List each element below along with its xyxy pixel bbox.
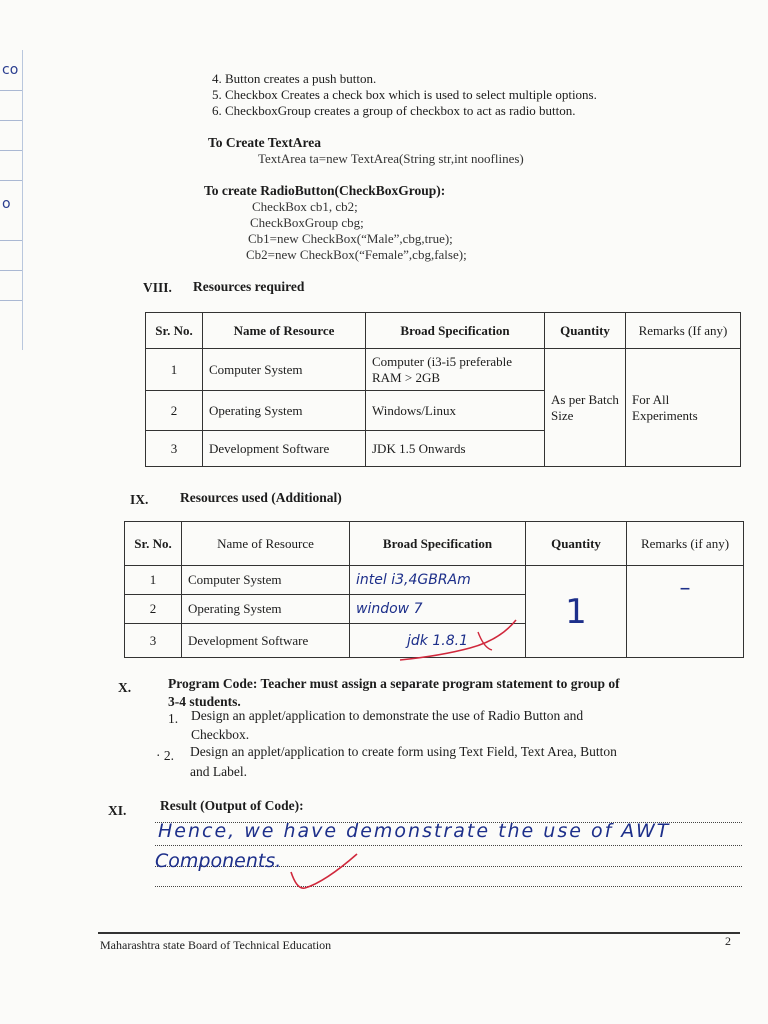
table-cell: As per Batch Size bbox=[545, 349, 626, 467]
table-cell: Computer System bbox=[203, 349, 366, 391]
teacher-check-mark bbox=[380, 612, 530, 672]
table-cell: Computer System bbox=[182, 566, 350, 595]
handwritten-result: Components. bbox=[155, 850, 282, 872]
table-cell: 3 bbox=[125, 624, 182, 658]
table-cell: Operating System bbox=[182, 595, 350, 624]
list-number: · 2. bbox=[156, 748, 174, 763]
code-line: Cb1=new CheckBox(“Male”,cbg,true); bbox=[248, 231, 453, 246]
radiobutton-heading: To create RadioButton(CheckBoxGroup): bbox=[204, 183, 446, 198]
section-title: Resources used (Additional) bbox=[180, 490, 342, 505]
table-cell: For All Experiments bbox=[626, 349, 741, 467]
section-number: VIII. bbox=[143, 280, 172, 295]
table-header: Sr. No. bbox=[146, 313, 203, 349]
list-item: 6. CheckboxGroup creates a group of checkbox to act as radio button. bbox=[212, 103, 576, 118]
table-header: Sr. No. bbox=[125, 522, 182, 566]
table-cell: Development Software bbox=[182, 624, 350, 658]
table-header: Remarks (if any) bbox=[627, 522, 744, 566]
table-header: Quantity bbox=[526, 522, 627, 566]
table-header: Quantity bbox=[545, 313, 626, 349]
margin-rule bbox=[0, 300, 22, 301]
margin-rule bbox=[0, 180, 22, 181]
code-line: CheckBox cb1, cb2; bbox=[252, 199, 358, 214]
resources-required-table bbox=[145, 312, 741, 467]
footer-rule bbox=[98, 932, 740, 934]
table-cell: Development Software bbox=[203, 431, 366, 467]
page-number: 2 bbox=[725, 934, 731, 948]
section-title: Program Code: Teacher must assign a separate program statement to group of bbox=[168, 676, 620, 691]
answer-line bbox=[155, 845, 742, 846]
table-row bbox=[146, 349, 741, 391]
table-cell: Windows/Linux bbox=[366, 391, 545, 431]
section-number: X. bbox=[118, 680, 132, 695]
handwritten-cell: jdk 1.8.1 bbox=[350, 624, 526, 658]
section-number: IX. bbox=[130, 492, 149, 507]
handwritten-remarks: – bbox=[627, 566, 744, 658]
table-header: Remarks (If any) bbox=[626, 313, 741, 349]
margin-rule bbox=[0, 120, 22, 121]
table-cell: 2 bbox=[146, 391, 203, 431]
section-number: XI. bbox=[108, 803, 127, 818]
table-header: Broad Specification bbox=[350, 522, 526, 566]
section-title: Resources required bbox=[193, 279, 305, 294]
margin-handwriting: co bbox=[2, 62, 19, 78]
table-cell: 1 bbox=[146, 349, 203, 391]
list-item: 5. Checkbox Creates a check box which is used to select multiple options. bbox=[212, 87, 597, 102]
list-item-cont: Checkbox. bbox=[191, 727, 250, 742]
margin-rule bbox=[0, 150, 22, 151]
table-cell: Computer (i3-i5 preferable RAM > 2GB bbox=[366, 349, 545, 391]
list-number: 1. bbox=[168, 711, 179, 726]
handwritten-quantity: 1 bbox=[526, 566, 627, 658]
table-header: Name of Resource bbox=[182, 522, 350, 566]
section-title: Result (Output of Code): bbox=[160, 798, 304, 813]
list-item: Design an applet/application to create form using Text Field, Text Area, Button bbox=[190, 744, 617, 759]
list-item: Design an applet/application to demonstrate the use of Radio Button and bbox=[191, 708, 584, 723]
handwritten-cell: intel i3,4GBRAm bbox=[350, 566, 526, 595]
handwritten-cell: window 7 bbox=[350, 595, 526, 624]
table-cell: 3 bbox=[146, 431, 203, 467]
list-item-cont: and Label. bbox=[190, 764, 247, 779]
margin-handwriting: o bbox=[2, 196, 11, 212]
code-line: CheckBoxGroup cbg; bbox=[250, 215, 364, 230]
table-cell: 2 bbox=[125, 595, 182, 624]
textarea-heading: To Create TextArea bbox=[208, 135, 321, 150]
teacher-check-mark bbox=[285, 850, 365, 895]
footer-board: Maharashtra state Board of Technical Education bbox=[100, 938, 332, 952]
table-cell: 1 bbox=[125, 566, 182, 595]
margin-rule bbox=[0, 240, 22, 241]
table-header: Broad Specification bbox=[366, 313, 545, 349]
section-title-cont: 3-4 students. bbox=[168, 694, 241, 709]
table-header: Name of Resource bbox=[203, 313, 366, 349]
table-cell: Operating System bbox=[203, 391, 366, 431]
table-cell: JDK 1.5 Onwards bbox=[366, 431, 545, 467]
list-item: 4. Button creates a push button. bbox=[212, 71, 377, 86]
answer-line bbox=[155, 886, 742, 887]
margin-rule bbox=[0, 270, 22, 271]
table-row bbox=[125, 566, 744, 595]
handwritten-result: Hence, we have demonstrate the use of AWT bbox=[158, 820, 671, 842]
code-line: Cb2=new CheckBox(“Female”,cbg,false); bbox=[246, 247, 467, 262]
code-line: TextArea ta=new TextArea(String str,int nooflines) bbox=[258, 151, 524, 166]
margin-rule bbox=[0, 90, 22, 91]
